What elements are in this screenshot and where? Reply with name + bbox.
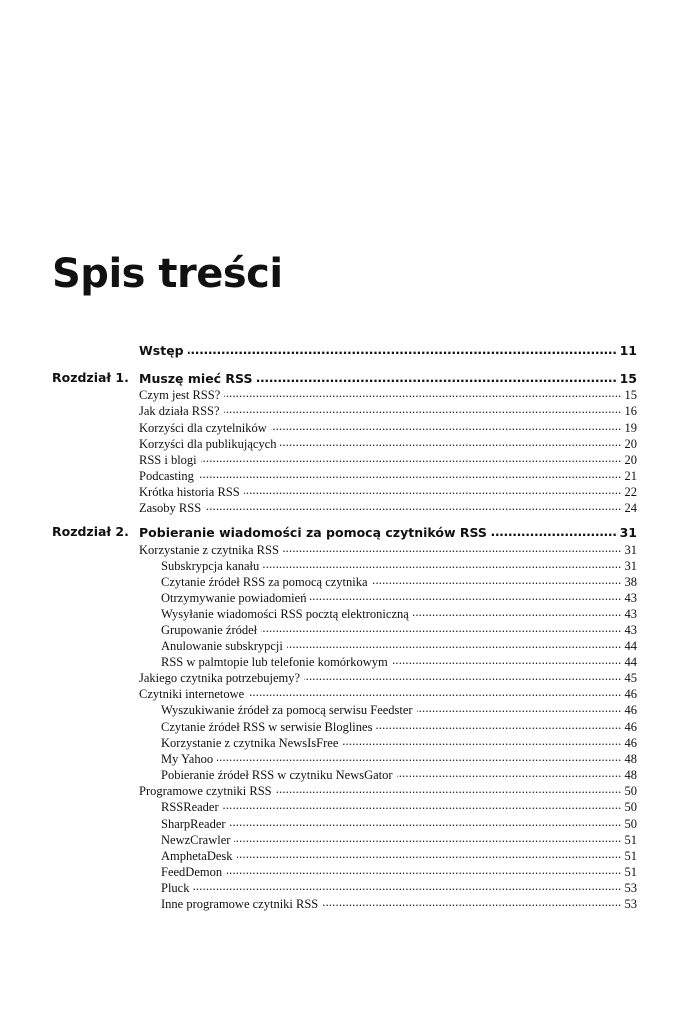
toc-entry-title: Anulowanie subskrypcji xyxy=(161,638,283,653)
toc-entry-page-number: 31 xyxy=(624,542,637,557)
toc-entry-page-number: 46 xyxy=(624,719,637,734)
dot-leader xyxy=(223,798,622,811)
dot-leader xyxy=(188,342,617,355)
toc-entry xyxy=(161,831,637,848)
dot-leader xyxy=(276,782,622,795)
dot-leader xyxy=(413,605,622,618)
toc-row-section xyxy=(0,419,689,435)
toc-entry xyxy=(139,782,637,799)
toc-row-section xyxy=(0,782,689,798)
toc-entry xyxy=(161,557,637,574)
toc-row-subsection xyxy=(0,798,689,814)
toc-row-subsection xyxy=(0,863,689,879)
toc-entry xyxy=(161,637,637,654)
toc-entry-title: Czytanie źródeł RSS za pomocą czytnika xyxy=(161,574,368,589)
dot-leader xyxy=(372,573,622,586)
toc-entry xyxy=(139,451,637,468)
dot-leader xyxy=(417,701,622,714)
toc-entry-page-number: 31 xyxy=(619,524,637,540)
toc-entry xyxy=(139,402,637,419)
toc-entry-page-number: 20 xyxy=(624,436,637,451)
toc-entry-page-number: 24 xyxy=(624,500,637,515)
toc-entry-title: Programowe czytniki RSS xyxy=(139,783,272,798)
chapter-label: Rozdział 1. xyxy=(52,370,129,385)
toc-entry-page-number: 22 xyxy=(624,484,637,499)
toc-row-subsection xyxy=(0,701,689,717)
toc-entry-title: SharpReader xyxy=(161,816,226,831)
toc-entry xyxy=(139,669,637,686)
toc-row-chapter xyxy=(0,524,689,540)
toc-entry-title: Jakiego czytnika potrzebujemy? xyxy=(139,670,301,685)
toc-entry-title: Inne programowe czytniki RSS xyxy=(161,896,319,911)
toc-row-chapter xyxy=(0,342,689,358)
toc-entry-page-number: 31 xyxy=(624,558,637,573)
toc-entry xyxy=(139,342,637,358)
dot-leader xyxy=(261,621,621,634)
toc-entry-page-number: 48 xyxy=(624,751,637,766)
toc-entry xyxy=(161,750,637,767)
toc-row-subsection xyxy=(0,653,689,669)
toc-row-chapter xyxy=(0,370,689,386)
toc-entry-page-number: 43 xyxy=(624,622,637,637)
toc-entry-page-number: 44 xyxy=(624,638,637,653)
toc-entry-page-number: 48 xyxy=(624,767,637,782)
toc-row-subsection xyxy=(0,637,689,653)
toc-entry-title: Korzyści dla czytelników xyxy=(139,420,267,435)
toc-entry-title: Podcasting xyxy=(139,468,194,483)
toc-entry xyxy=(139,370,637,386)
toc-row-subsection xyxy=(0,718,689,734)
toc-entry-title: Korzystanie z czytnika NewsIsFree xyxy=(161,735,339,750)
toc-entry xyxy=(139,685,637,702)
dot-leader xyxy=(224,386,621,399)
toc-entry xyxy=(161,605,637,622)
toc-row-subsection xyxy=(0,815,689,831)
dot-leader xyxy=(263,557,621,570)
dot-leader xyxy=(226,863,621,876)
toc-entry-title: Jak działa RSS? xyxy=(139,403,220,418)
dot-leader xyxy=(304,669,621,682)
toc-entry xyxy=(139,419,637,436)
toc-entry xyxy=(161,895,637,912)
dot-leader xyxy=(342,734,621,747)
toc-entry-page-number: 38 xyxy=(624,574,637,589)
dot-leader xyxy=(217,750,621,763)
toc-entry-page-number: 15 xyxy=(619,370,637,386)
toc-entry-page-number: 51 xyxy=(624,848,637,863)
toc-entry-title: Korzyści dla publikujących xyxy=(139,436,277,451)
toc-row-subsection xyxy=(0,831,689,847)
dot-leader xyxy=(322,895,621,908)
toc-row-section xyxy=(0,499,689,515)
toc-entry xyxy=(139,499,637,516)
toc-entry xyxy=(161,815,637,832)
toc-entry-title: Pluck xyxy=(161,880,190,895)
page-title: Spis treści xyxy=(52,251,283,297)
toc-entry xyxy=(139,483,637,500)
toc-entry-title: Wyszukiwanie źródeł za pomocą serwisu Feedster xyxy=(161,702,413,717)
dot-leader xyxy=(283,541,622,554)
toc-row-subsection xyxy=(0,589,689,605)
toc-entry-title: Muszę mieć RSS xyxy=(139,370,253,386)
dot-leader xyxy=(280,435,621,448)
toc-entry-page-number: 51 xyxy=(624,832,637,847)
toc-entry-page-number: 46 xyxy=(624,702,637,717)
toc-entry xyxy=(161,701,637,718)
toc-entry-page-number: 44 xyxy=(624,654,637,669)
dot-leader xyxy=(224,402,622,415)
toc-entry xyxy=(139,467,637,484)
toc-entry xyxy=(161,589,637,606)
toc-row-section xyxy=(0,483,689,499)
toc-entry-title: Subskrypcja kanału xyxy=(161,558,260,573)
toc-row-subsection xyxy=(0,766,689,782)
toc-entry-title: Pobieranie źródeł RSS w czytniku NewsGator xyxy=(161,767,393,782)
toc-entry xyxy=(161,653,637,670)
toc-row-subsection xyxy=(0,557,689,573)
toc-entry xyxy=(161,879,637,896)
dot-leader xyxy=(201,451,622,464)
toc-row-section xyxy=(0,435,689,451)
toc-row-subsection xyxy=(0,847,689,863)
dot-leader xyxy=(234,831,621,844)
dot-leader xyxy=(193,879,621,892)
toc-row-section xyxy=(0,669,689,685)
toc-entry-title: RSS i blogi xyxy=(139,452,197,467)
toc-entry-title: RSS w palmtopie lub telefonie komórkowym xyxy=(161,654,388,669)
toc-row-subsection xyxy=(0,895,689,911)
dot-leader xyxy=(376,718,621,731)
toc-entry-page-number: 50 xyxy=(624,799,637,814)
toc-row-section xyxy=(0,451,689,467)
toc-entry-title: Wysyłanie wiadomości RSS pocztą elektroniczną xyxy=(161,606,409,621)
dot-leader xyxy=(237,847,622,860)
toc-entry-title: Grupowanie źródeł xyxy=(161,622,258,637)
toc-row-subsection xyxy=(0,621,689,637)
dot-leader xyxy=(397,766,622,779)
toc-entry xyxy=(161,573,637,590)
toc-entry-page-number: 53 xyxy=(624,896,637,911)
toc-entry-page-number: 50 xyxy=(624,816,637,831)
toc-row-section xyxy=(0,467,689,483)
toc-entry-page-number: 46 xyxy=(624,735,637,750)
toc-entry xyxy=(161,766,637,783)
toc-entry-page-number: 43 xyxy=(624,606,637,621)
toc-entry-title: Wstęp xyxy=(139,342,184,358)
toc-entry-page-number: 46 xyxy=(624,686,637,701)
toc-entry-title: Krótka historia RSS xyxy=(139,484,240,499)
toc-entry-page-number: 53 xyxy=(624,880,637,895)
toc-row-subsection xyxy=(0,750,689,766)
toc-entry-title: My Yahoo xyxy=(161,751,214,766)
dot-leader xyxy=(257,370,617,383)
dot-leader xyxy=(392,653,622,666)
toc-row-section xyxy=(0,386,689,402)
toc-entry xyxy=(139,541,637,558)
toc-row-subsection xyxy=(0,879,689,895)
dot-leader xyxy=(244,483,622,496)
toc-entry-title: FeedDemon xyxy=(161,864,223,879)
toc-row-section xyxy=(0,685,689,701)
toc-entry-title: Czytanie źródeł RSS w serwisie Bloglines xyxy=(161,719,373,734)
toc-entry-page-number: 45 xyxy=(624,670,637,685)
toc-entry-title: NewzCrawler xyxy=(161,832,231,847)
toc-entry-title: Czym jest RSS? xyxy=(139,387,221,402)
dot-leader xyxy=(287,637,622,650)
toc-entry xyxy=(161,734,637,751)
toc-entry-page-number: 20 xyxy=(624,452,637,467)
toc-entry-title: AmphetaDesk xyxy=(161,848,233,863)
toc-entry-title: Czytniki internetowe xyxy=(139,686,245,701)
toc-entry-page-number: 21 xyxy=(624,468,637,483)
dot-leader xyxy=(271,419,622,432)
toc-entry xyxy=(161,863,637,880)
toc-entry-title: Pobieranie wiadomości za pomocą czytników RSS xyxy=(139,524,487,540)
toc-entry-title: RSSReader xyxy=(161,799,219,814)
toc-entry-page-number: 16 xyxy=(624,403,637,418)
toc-entry-page-number: 50 xyxy=(624,783,637,798)
dot-leader xyxy=(205,499,621,512)
toc-entry-page-number: 15 xyxy=(624,387,637,402)
toc-entry xyxy=(139,524,637,540)
dot-leader xyxy=(491,524,617,537)
chapter-label: Rozdział 2. xyxy=(52,524,129,539)
toc-entry-page-number: 11 xyxy=(619,342,637,358)
toc-entry xyxy=(161,798,637,815)
dot-leader xyxy=(248,685,621,698)
toc-row-section xyxy=(0,402,689,418)
toc-entry-title: Korzystanie z czytnika RSS xyxy=(139,542,279,557)
toc-row-subsection xyxy=(0,573,689,589)
toc-entry-title: Otrzymywanie powiadomień xyxy=(161,590,307,605)
toc-entry xyxy=(139,435,637,452)
toc-entry-page-number: 43 xyxy=(624,590,637,605)
toc-entry xyxy=(139,386,637,403)
toc-entry-page-number: 19 xyxy=(624,420,637,435)
toc-entry-page-number: 51 xyxy=(624,864,637,879)
toc-entry xyxy=(161,847,637,864)
dot-leader xyxy=(230,815,622,828)
toc-entry-title: Zasoby RSS xyxy=(139,500,202,515)
toc-row-subsection xyxy=(0,734,689,750)
dot-leader xyxy=(198,467,622,480)
toc-row-section xyxy=(0,541,689,557)
dot-leader xyxy=(310,589,621,602)
toc-entry xyxy=(161,621,637,638)
toc-row-subsection xyxy=(0,605,689,621)
toc-entry xyxy=(161,718,637,735)
